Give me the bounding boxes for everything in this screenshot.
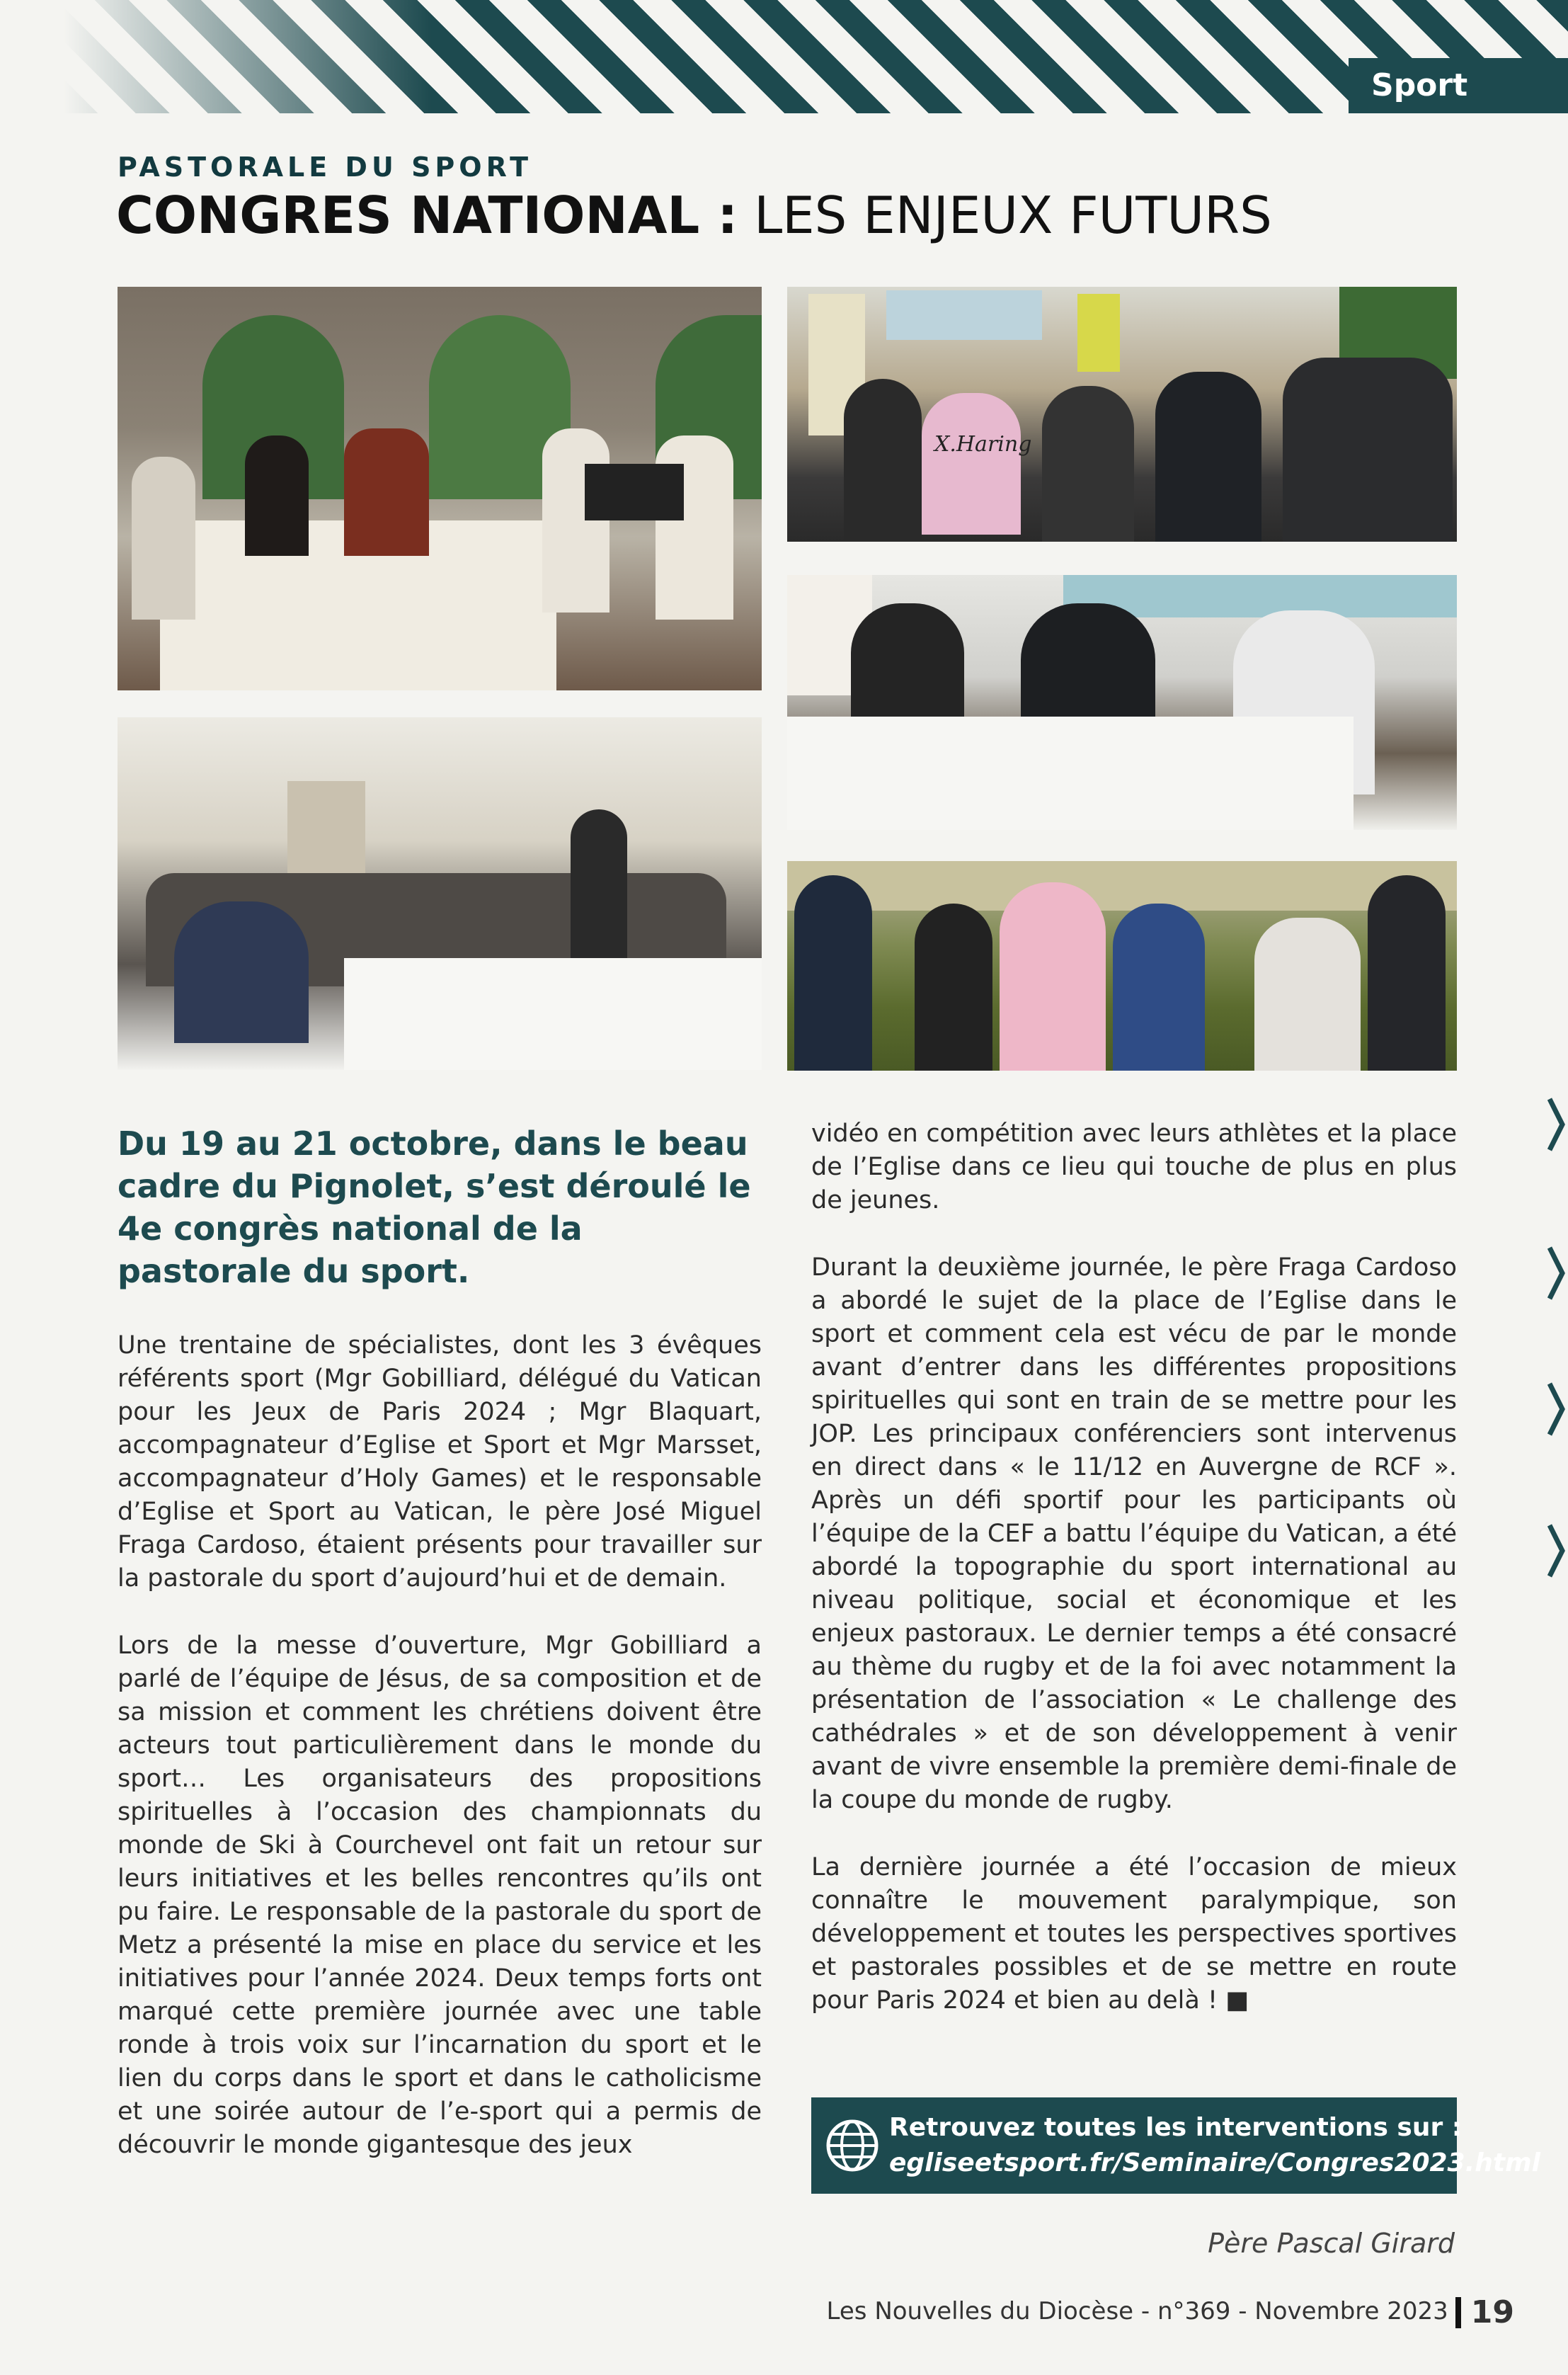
cta-line-1: Retrouvez toutes les interventions sur :: [889, 2113, 1463, 2142]
article-kicker: PASTORALE DU SPORT: [118, 152, 533, 183]
photo-meeting-room: [118, 717, 762, 1070]
photo-audience-back: [787, 287, 1457, 542]
chevron-right-icon: [1547, 1096, 1565, 1153]
paragraph: Durant la deuxième journée, le père Fraga Cardoso a abordé le sujet de la place de l’Eglise dans le sport et comment cela est vécu de par le monde avant d’entrer dans les différentes propositions spirituelles qui sont en train de se mettre pour les JOP. Les principaux conférenciers sont intervenus en direct dans « le 11/12 en Auvergne de RCF ». Après un défi sportif pour les participants où l’équipe de la CEF a battu l’équipe du Vatican, a été abordé la topographie du sport international au niveau politique, social et économique et les enjeux pastoraux. Le dernier temps a été consacré au thème du rugby et de la foi avec notamment la présentation de l’association « Le challenge des cathédrales » et de son développement à venir avant de vivre ensemble la première demi-finale de la coupe du monde de rugby.: [811, 1253, 1457, 1814]
paragraph: Lors de la messe d’ouverture, Mgr Gobilliard a parlé de l’équipe de Jésus, de sa composition et de sa mission et comment les chrétiens doivent être acteurs tout particulièrement dans le monde du sport… Les organisateurs des propositions spirituelles à l’occasion des championnats du monde de Ski à Courchevel ont fait un retour sur leurs initiatives et les belles rencontres qu’ils ont pu faire. Le responsable de la pastorale du sport de Metz a présenté la mise en place du service et les initiatives pour l’année 2024. Deux temps forts ont marqué cette première journée avec une table ronde à trois voix sur l’incarnation du sport et le lien du corps dans le sport et dans le catholicisme et une soirée autour de l’e-sport qui a permis de découvrir le monde gigantesque des jeux: [118, 1631, 762, 2159]
author-signature: Père Pascal Girard: [1208, 2228, 1455, 2259]
paragraph: vidéo en compétition avec leurs athlètes et la place de l’Eglise dans ce lieu qui touche de plus en plus de jeunes.: [811, 1120, 1457, 1214]
article-left-column: [118, 1122, 762, 2196]
paragraph: Une trentaine de spécialistes, dont les 3 évêques référents sport (Mgr Gobilliard, délégué du Vatican pour les Jeux de Paris 2024 ; Mgr Blaquart, accompagnateur d’Eglise et Sport et Mgr Marsset, accompagnateur d’Holy Games) et le responsable d’Eglise et Sport au Vatican, le père José Miguel Fraga Cardoso, étaient présents pour travailler sur la pastorale du sport d’aujourd’hui et de demain.: [118, 1331, 762, 1593]
footer-divider: [1455, 2297, 1461, 2328]
photo-panel: [787, 575, 1457, 830]
article-title: [116, 186, 1272, 245]
interventions-url[interactable]: egliseetsport.fr/Seminaire/Congres2023.html: [889, 2148, 1540, 2177]
paragraph: La dernière journée a été l’occasion de mieux connaître le mouvement paralympique, son développement et toutes les perspectives sportives et pastorales possibles et de se mettre en route pour Paris 2024 et bien au delà ! ■: [811, 1853, 1457, 2015]
chevron-right-icon: [1547, 1245, 1565, 1302]
title-rest: LES ENJEUX FUTURS: [754, 186, 1272, 245]
publication-name: Les Nouvelles du Diocèse - n°369 - Novembre 2023: [826, 2297, 1448, 2325]
title-bold: CONGRES NATIONAL :: [116, 186, 738, 245]
section-tab: Sport: [1349, 58, 1568, 113]
header-stripes-fade: [64, 0, 432, 113]
photo-outdoors: [787, 861, 1457, 1071]
chevron-right-icon: [1547, 1381, 1565, 1437]
article-lead: Du 19 au 21 octobre, dans le beau cadre du Pignolet, s’est déroulé le 4e congrès national de la pastorale du sport.: [118, 1124, 751, 1290]
article-right-column: [811, 1117, 1457, 2051]
page-number: 19: [1470, 2294, 1514, 2330]
globe-icon: [824, 2117, 881, 2174]
photo-mass: [118, 287, 762, 690]
page-footer: [827, 2294, 1514, 2330]
interventions-link-box[interactable]: [811, 2097, 1540, 2194]
chevron-right-icon: [1547, 1522, 1565, 1579]
shirt-text: X.Haring: [934, 432, 1032, 457]
